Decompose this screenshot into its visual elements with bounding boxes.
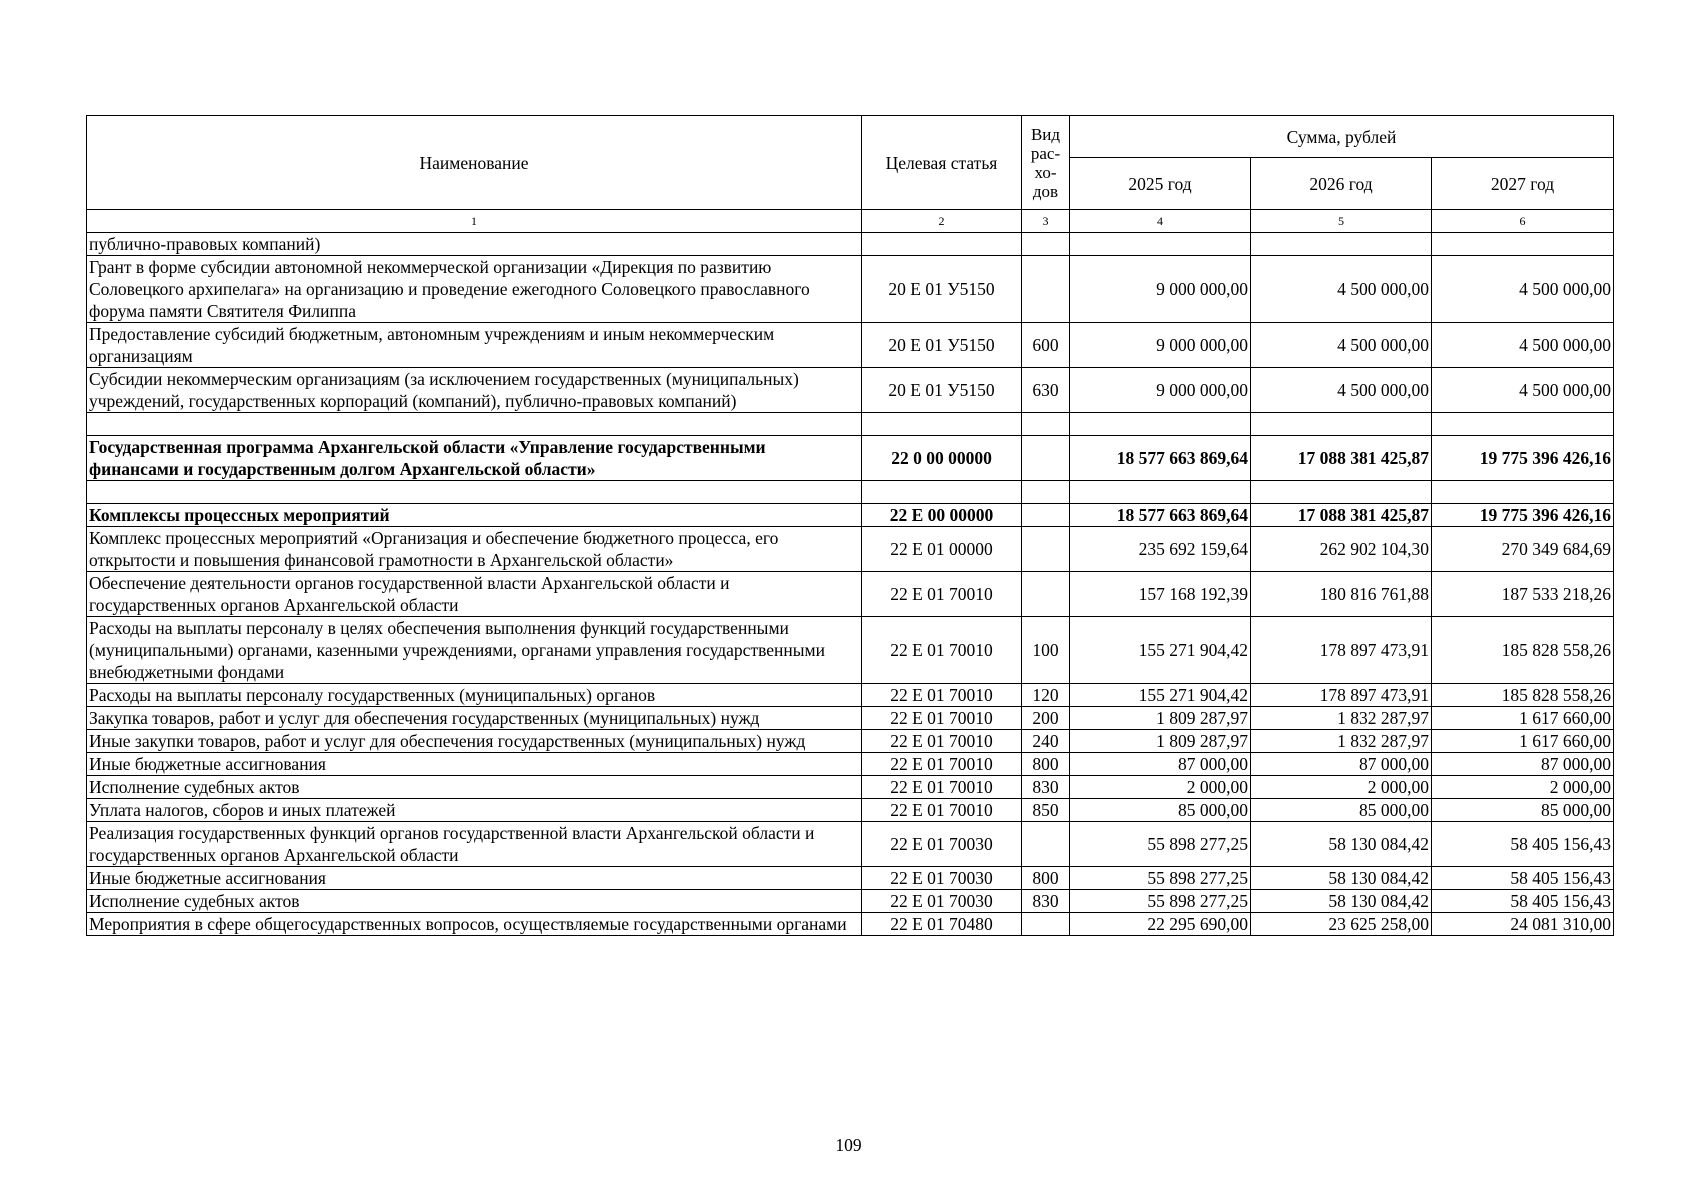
cell-target-code: 22 Е 01 00000 [862,527,1022,572]
cell-target-code: 22 Е 01 70010 [862,707,1022,730]
cell-amount-2027: 58 405 156,43 [1432,822,1614,867]
cell-amount-2025: 155 271 904,42 [1070,684,1251,707]
table-row [87,776,1614,799]
cell-target-code: 22 Е 01 70010 [862,730,1022,753]
cell-amount-2025: 55 898 277,25 [1070,822,1251,867]
cell-amount-2027: 58 405 156,43 [1432,890,1614,913]
cell-target-code: 22 Е 01 70010 [862,617,1022,684]
cell-amount-2026 [1251,413,1432,436]
cell-amount-2026: 2 000,00 [1251,776,1432,799]
table-row [87,890,1614,913]
cell-name [87,481,862,504]
cell-name: Уплата налогов, сборов и иных платежей [87,799,862,822]
cell-amount-2026: 1 832 287,97 [1251,730,1432,753]
cell-target-code: 20 Е 01 У5150 [862,323,1022,368]
cell-amount-2025: 55 898 277,25 [1070,867,1251,890]
cell-expense-type [1022,233,1070,256]
cell-target-code: 22 Е 01 70010 [862,753,1022,776]
cell-target-code: 22 Е 01 70030 [862,867,1022,890]
cell-amount-2027: 58 405 156,43 [1432,867,1614,890]
header-sum: Сумма, рублей [1070,116,1614,158]
cell-amount-2026: 180 816 761,88 [1251,572,1432,617]
cell-amount-2026: 262 902 104,30 [1251,527,1432,572]
cell-amount-2025: 157 168 192,39 [1070,572,1251,617]
cell-amount-2025: 55 898 277,25 [1070,890,1251,913]
cell-amount-2025: 1 809 287,97 [1070,707,1251,730]
table-row [87,753,1614,776]
budget-table [86,115,1614,936]
cell-expense-type: 800 [1022,867,1070,890]
table-row [87,913,1614,936]
table-row [87,707,1614,730]
cell-expense-type [1022,572,1070,617]
cell-target-code: 22 Е 01 70030 [862,822,1022,867]
cell-amount-2025: 22 295 690,00 [1070,913,1251,936]
header-code: Целевая статья [862,116,1022,210]
cell-name: Мероприятия в сфере общегосударственных вопросов, осуществляемые государственными органами [87,913,862,936]
cell-name: Иные бюджетные ассигнования [87,867,862,890]
cell-amount-2025: 9 000 000,00 [1070,323,1251,368]
cell-name [87,413,862,436]
cell-target-code: 20 Е 01 У5150 [862,368,1022,413]
cell-amount-2025: 2 000,00 [1070,776,1251,799]
column-number: 6 [1432,210,1614,233]
cell-amount-2027: 24 081 310,00 [1432,913,1614,936]
cell-amount-2026: 58 130 084,42 [1251,822,1432,867]
cell-amount-2026: 85 000,00 [1251,799,1432,822]
cell-name: Обеспечение деятельности органов государственной власти Архангельской области и государственных органов Архангельской области [87,572,862,617]
cell-target-code [862,481,1022,504]
cell-amount-2025: 18 577 663 869,64 [1070,504,1251,527]
cell-amount-2027: 270 349 684,69 [1432,527,1614,572]
cell-amount-2027: 4 500 000,00 [1432,368,1614,413]
cell-name: Реализация государственных функций органов государственной власти Архангельской области и государственных органов Архангельской области [87,822,862,867]
cell-target-code [862,233,1022,256]
cell-amount-2026: 58 130 084,42 [1251,890,1432,913]
cell-name: Иные бюджетные ассигнования [87,753,862,776]
cell-amount-2025: 18 577 663 869,64 [1070,436,1251,481]
table-row [87,527,1614,572]
cell-amount-2025 [1070,481,1251,504]
cell-name: Расходы на выплаты персоналу в целях обеспечения выполнения функций государственными (муниципальными) органами, казенными учреждениями, органами управления государственными внебюджетными фондами [87,617,862,684]
table-row [87,256,1614,323]
cell-name: публично-правовых компаний) [87,233,862,256]
cell-amount-2027: 19 775 396 426,16 [1432,504,1614,527]
cell-expense-type: 600 [1022,323,1070,368]
header-name: Наименование [87,116,862,210]
table-row [87,572,1614,617]
cell-target-code: 22 0 00 00000 [862,436,1022,481]
cell-amount-2026 [1251,481,1432,504]
column-number: 2 [862,210,1022,233]
cell-amount-2026: 87 000,00 [1251,753,1432,776]
cell-expense-type: 200 [1022,707,1070,730]
cell-name: Исполнение судебных актов [87,890,862,913]
cell-amount-2025: 235 692 159,64 [1070,527,1251,572]
cell-target-code: 20 Е 01 У5150 [862,256,1022,323]
table-header [87,116,1614,233]
cell-expense-type [1022,481,1070,504]
table-row [87,233,1614,256]
cell-amount-2027: 187 533 218,26 [1432,572,1614,617]
cell-amount-2026: 178 897 473,91 [1251,684,1432,707]
header-vid: Вид рас-хо-дов [1022,116,1070,210]
table-row [87,799,1614,822]
cell-target-code: 22 Е 01 70030 [862,890,1022,913]
table-row [87,730,1614,753]
column-number: 4 [1070,210,1251,233]
cell-expense-type [1022,413,1070,436]
table-row [87,436,1614,481]
cell-amount-2027: 1 617 660,00 [1432,707,1614,730]
cell-amount-2027: 87 000,00 [1432,753,1614,776]
cell-name: Комплекс процессных мероприятий «Организация и обеспечение бюджетного процесса, его открытости и повышения финансовой грамотности в Архангельской области» [87,527,862,572]
table-row [87,684,1614,707]
cell-name: Комплексы процессных мероприятий [87,504,862,527]
header-year-2025: 2025 год [1070,158,1251,210]
cell-expense-type: 850 [1022,799,1070,822]
cell-amount-2026: 4 500 000,00 [1251,323,1432,368]
cell-expense-type: 120 [1022,684,1070,707]
cell-expense-type: 630 [1022,368,1070,413]
cell-amount-2026: 58 130 084,42 [1251,867,1432,890]
table-row [87,822,1614,867]
table-row [87,867,1614,890]
table-body [87,233,1614,936]
cell-amount-2026: 4 500 000,00 [1251,256,1432,323]
cell-target-code: 22 Е 01 70010 [862,799,1022,822]
cell-amount-2025: 9 000 000,00 [1070,368,1251,413]
cell-amount-2027: 19 775 396 426,16 [1432,436,1614,481]
cell-expense-type: 830 [1022,776,1070,799]
cell-amount-2027: 185 828 558,26 [1432,617,1614,684]
cell-amount-2027: 4 500 000,00 [1432,256,1614,323]
cell-expense-type [1022,436,1070,481]
cell-amount-2026 [1251,233,1432,256]
cell-amount-2026: 23 625 258,00 [1251,913,1432,936]
cell-name: Расходы на выплаты персоналу государственных (муниципальных) органов [87,684,862,707]
cell-amount-2027: 1 617 660,00 [1432,730,1614,753]
cell-amount-2025: 155 271 904,42 [1070,617,1251,684]
page-number: 109 [835,1135,862,1155]
cell-amount-2026: 1 832 287,97 [1251,707,1432,730]
table-row [87,368,1614,413]
cell-name: Исполнение судебных актов [87,776,862,799]
cell-expense-type [1022,504,1070,527]
table-row [87,617,1614,684]
cell-amount-2026: 178 897 473,91 [1251,617,1432,684]
cell-name: Закупка товаров, работ и услуг для обеспечения государственных (муниципальных) нужд [87,707,862,730]
header-year-2026: 2026 год [1251,158,1432,210]
column-number: 3 [1022,210,1070,233]
cell-amount-2027 [1432,233,1614,256]
cell-expense-type: 800 [1022,753,1070,776]
cell-amount-2027 [1432,413,1614,436]
cell-expense-type: 240 [1022,730,1070,753]
cell-name: Предоставление субсидий бюджетным, автономным учреждениям и иным некоммерческим организациям [87,323,862,368]
cell-amount-2027: 2 000,00 [1432,776,1614,799]
spacer-row [87,481,1614,504]
cell-amount-2027: 85 000,00 [1432,799,1614,822]
cell-amount-2025: 85 000,00 [1070,799,1251,822]
cell-expense-type [1022,913,1070,936]
cell-name: Иные закупки товаров, работ и услуг для обеспечения государственных (муниципальных) нужд [87,730,862,753]
cell-expense-type [1022,256,1070,323]
cell-amount-2027 [1432,481,1614,504]
table-row [87,504,1614,527]
cell-name: Государственная программа Архангельской области «Управление государственными финансами и государственным долгом Архангельской области» [87,436,862,481]
cell-name: Субсидии некоммерческим организациям (за исключением государственных (муниципальных) учреждений, государственных корпораций (компаний), публично-правовых компаний) [87,368,862,413]
column-numbers-row [87,210,1614,233]
cell-expense-type [1022,822,1070,867]
cell-amount-2025 [1070,413,1251,436]
cell-amount-2025 [1070,233,1251,256]
cell-expense-type: 830 [1022,890,1070,913]
cell-amount-2026: 17 088 381 425,87 [1251,436,1432,481]
table-row [87,323,1614,368]
header-year-2027: 2027 год [1432,158,1614,210]
cell-amount-2025: 9 000 000,00 [1070,256,1251,323]
column-number: 1 [87,210,862,233]
cell-amount-2027: 185 828 558,26 [1432,684,1614,707]
cell-target-code: 22 Е 01 70480 [862,913,1022,936]
cell-expense-type: 100 [1022,617,1070,684]
cell-target-code: 22 Е 01 70010 [862,572,1022,617]
cell-target-code [862,413,1022,436]
column-number: 5 [1251,210,1432,233]
cell-name: Грант в форме субсидии автономной некоммерческой организации «Дирекция по развитию Соловецкого архипелага» на организацию и проведение ежегодного Соловецкого православного форума памяти Святителя Филиппа [87,256,862,323]
spacer-row [87,413,1614,436]
cell-expense-type [1022,527,1070,572]
cell-target-code: 22 Е 01 70010 [862,776,1022,799]
cell-amount-2026: 17 088 381 425,87 [1251,504,1432,527]
cell-target-code: 22 Е 00 00000 [862,504,1022,527]
cell-amount-2026: 4 500 000,00 [1251,368,1432,413]
cell-amount-2027: 4 500 000,00 [1432,323,1614,368]
cell-target-code: 22 Е 01 70010 [862,684,1022,707]
cell-amount-2025: 1 809 287,97 [1070,730,1251,753]
cell-amount-2025: 87 000,00 [1070,753,1251,776]
